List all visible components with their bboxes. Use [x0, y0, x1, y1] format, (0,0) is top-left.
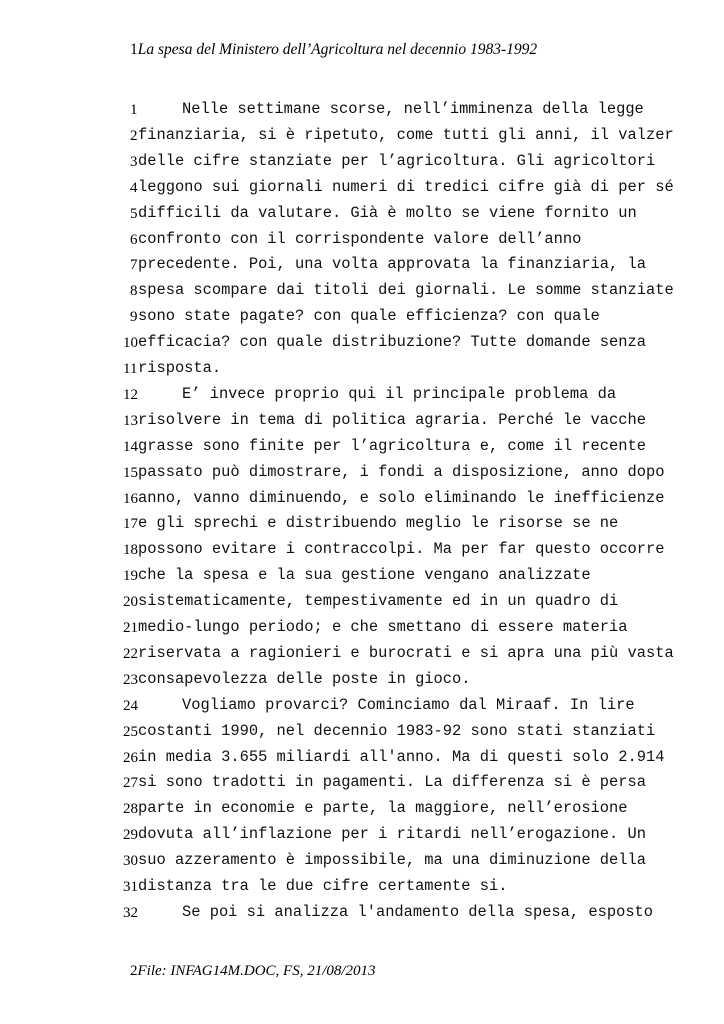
- line-number: 11: [123, 361, 138, 377]
- text-line: [0, 178, 724, 204]
- text-line: [0, 618, 724, 644]
- line-number: 14: [123, 438, 138, 455]
- text-line: [0, 799, 724, 825]
- line-number: 30: [123, 853, 138, 870]
- line-text: confronto con il corrispondente valore dell’anno: [138, 229, 582, 248]
- text-line: [0, 411, 724, 437]
- line-text: Nelle settimane scorse, nell’imminenza della legge: [182, 100, 644, 118]
- line-number: 22: [123, 645, 138, 662]
- line-number: 1: [130, 102, 138, 118]
- text-line: [0, 825, 724, 851]
- line-text: risolvere in tema di politica agraria. Perché le vacche: [138, 410, 646, 429]
- line-number: 32: [123, 904, 138, 921]
- line-text: passato può dimostrare, i fondi a disposizione, anno dopo: [138, 462, 665, 481]
- line-text: e gli sprechi e distribuendo meglio le risorse se ne: [138, 514, 619, 533]
- line-text: sistematicamente, tempestivamente ed in un quadro di: [138, 592, 619, 611]
- text-line: [0, 670, 724, 696]
- header-page-number: 1: [130, 41, 138, 58]
- line-text: costanti 1990, nel decennio 1983-92 sono stati stanziati: [138, 721, 656, 740]
- line-number: 4: [130, 179, 138, 196]
- footer-file-info: File: INFAG14M.DOC, FS, 21/08/2013: [137, 963, 376, 979]
- line-number: 25: [123, 723, 138, 740]
- line-text: precedente. Poi, una volta approvata la finanziaria, la: [138, 255, 646, 274]
- text-line: [0, 489, 724, 515]
- text-line: [0, 437, 724, 463]
- line-number: 26: [123, 749, 138, 766]
- line-number: 23: [123, 671, 138, 688]
- line-text: possono evitare i contraccolpi. Ma per far questo occorre: [138, 540, 665, 559]
- line-text: finanziaria, si è ripetuto, come tutti gli anni, il valzer: [138, 125, 674, 144]
- line-text: distanza tra le due cifre certamente si.: [138, 877, 508, 895]
- page-footer: [130, 963, 376, 980]
- line-text: parte in economie e parte, la maggiore, nell’erosione: [138, 799, 628, 818]
- line-text: che la spesa e la sua gestione vengano analizzate: [138, 566, 591, 585]
- line-text: medio-lungo periodo; e che smettano di essere materia: [138, 618, 628, 636]
- text-line: [0, 359, 724, 385]
- page-header: [130, 41, 537, 59]
- text-line: [0, 644, 724, 670]
- text-line: [0, 903, 724, 929]
- line-number: 6: [130, 231, 138, 248]
- line-number: 13: [123, 412, 138, 429]
- line-number: 5: [130, 205, 138, 222]
- line-text: consapevolezza delle poste in gioco.: [138, 669, 471, 688]
- line-number: 15: [123, 464, 138, 481]
- line-number: 21: [123, 620, 138, 636]
- line-number: 3: [130, 153, 138, 170]
- text-line: [0, 514, 724, 540]
- line-text: Vogliamo provarci? Cominciamo dal Miraaf. In lire: [182, 695, 635, 714]
- line-number: 10: [123, 335, 138, 352]
- text-line: [0, 230, 724, 256]
- text-line: [0, 204, 724, 230]
- line-number: 16: [123, 490, 138, 507]
- line-text: spesa scompare dai titoli dei giornali. Le somme stanziate: [138, 281, 674, 300]
- text-line: [0, 463, 724, 489]
- line-number: 28: [123, 801, 138, 818]
- line-number: 12: [123, 386, 138, 403]
- line-text: in media 3.655 miliardi all'anno. Ma di questi solo 2.914: [138, 747, 665, 766]
- line-text: riservata a ragionieri e burocrati e si apra una più vasta: [138, 643, 674, 662]
- line-number: 2: [130, 127, 138, 144]
- line-number: 7: [130, 257, 138, 274]
- text-line: [0, 385, 724, 411]
- text-line: [0, 126, 724, 152]
- document-title: La spesa del Ministero dell’Agricoltura nel decennio 1983-1992: [137, 41, 538, 58]
- line-text: difficili da valutare. Già è molto se viene fornito un: [138, 203, 637, 222]
- text-line: [0, 851, 724, 877]
- text-line: [0, 696, 724, 722]
- text-line: [0, 540, 724, 566]
- line-number: 9: [130, 309, 138, 326]
- text-line: [0, 722, 724, 748]
- line-text: leggono sui giornali numeri di tredici cifre già di per sé: [138, 177, 674, 196]
- line-number: 29: [123, 827, 138, 844]
- line-text: risposta.: [138, 359, 222, 377]
- line-number: 18: [123, 542, 138, 559]
- line-text: grasse sono finite per l’agricoltura e, come il recente: [138, 436, 646, 455]
- text-line: [0, 152, 724, 178]
- line-text: suo azzeramento è impossibile, ma una diminuzione della: [138, 851, 646, 870]
- line-number: 17: [123, 516, 138, 533]
- line-text: dovuta all’inflazione per i ritardi nell’erogazione. Un: [138, 825, 646, 844]
- line-number: 20: [123, 594, 138, 611]
- line-text: E’ invece proprio qui il principale problema da: [182, 384, 617, 403]
- text-line: [0, 281, 724, 307]
- line-number: 24: [123, 697, 138, 714]
- text-line: [0, 566, 724, 592]
- line-text: sono state pagate? con quale efficienza? con quale: [138, 307, 600, 326]
- line-text: Se poi si analizza l'andamento della spesa, esposto: [182, 902, 654, 921]
- line-number: 8: [130, 283, 138, 300]
- line-number: 27: [123, 775, 138, 792]
- text-line: [0, 748, 724, 774]
- text-line: [0, 877, 724, 903]
- text-line: [0, 592, 724, 618]
- text-line: [0, 255, 724, 281]
- text-line: [0, 307, 724, 333]
- line-number: 31: [123, 879, 138, 895]
- footer-page-number: 2: [130, 963, 138, 979]
- text-line: [0, 333, 724, 359]
- line-text: efficacia? con quale distribuzione? Tutte domande senza: [138, 333, 646, 352]
- line-text: anno, vanno diminuendo, e solo eliminando le inefficienze: [138, 488, 665, 507]
- line-number: 19: [123, 568, 138, 585]
- line-text: delle cifre stanziate per l’agricoltura. Gli agricoltori: [138, 151, 656, 170]
- text-line: [0, 773, 724, 799]
- text-line: [0, 100, 724, 126]
- line-text: si sono tradotti in pagamenti. La differenza si è persa: [138, 773, 646, 792]
